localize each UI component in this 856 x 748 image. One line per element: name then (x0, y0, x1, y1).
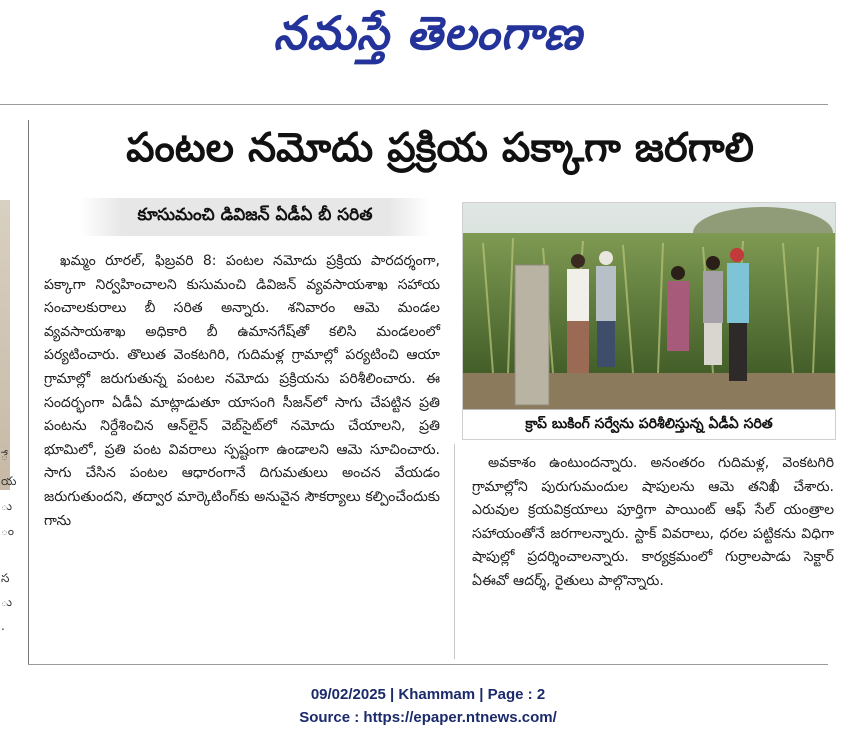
footer-source: Source : https://epaper.ntnews.com/ (299, 709, 557, 726)
article-subhead: కూసుమంచి డివిజన్ ఏడీఏ బీ సరిత (80, 198, 430, 236)
top-rule (0, 104, 828, 105)
footer-date-edition: 09/02/2025 | Khammam | Page : 2 (310, 686, 546, 703)
left-strip-char: స (1, 571, 10, 585)
bottom-rule (28, 664, 828, 665)
left-column-strip (0, 120, 29, 665)
left-strip-char: . (1, 619, 5, 633)
left-strip-char: ు (1, 499, 13, 513)
photo-caption: క్రాప్ బుకింగ్ సర్వేను పరిశీలిస్తున్న ఏడీఏ సరిత (463, 409, 835, 440)
left-strip-char: ే (1, 449, 8, 463)
field-photo (463, 203, 835, 409)
article-body-right (472, 452, 834, 594)
body-left-paragraph: ఖమ్మం రూరల్, ఫిబ్రవరి 8: పంటల నమోదు ప్రక్రియ పారదర్శంగా, పక్కాగా నిర్వహించాలని కుసుమంచి డివిజన్ వ్యవసాయశాఖ సహాయ సంచాలకురాలు బీ సరిత అన్నారు. శనివారం ఆమె మండల వ్యవసాయశాఖ అధికారి బీ ఉమానగేష్‌తో కలిసి మండలంలో పర్యటించారు. తొలుత వెంకటగిరి, గుదిమళ్ల గ్రామాల్లో పర్యటించి ఆయా గ్రామాల్లో జరుగుతున్న పంటల నమోదు ప్రక్రియను పరిశీలించారు. ఈ సందర్భంగా ఏడీఏ మాట్లాడుతూ యాసంగి సీజన్‌లో సాగు చేపట్టిన ప్రతి పంటను నిర్దేశించిన ఆన్‌లైన్ వెబ్‌సైట్‌లో నమోదు చేయాలని, ప్రతి భూమిలో, ప్రతి పంట వివరాలు స్పష్టంగా ఉండాలని ఆమె సూచించారు. సాగు చేసిన పంటల ఆధారంగానే దిగుమతులు అంచన వేయడం జరుగుతుందని, తద్వార మార్కెటింగ్‌కు అనువైన సౌకర్యాలు కల్పించేందుకు గాను (44, 253, 440, 529)
article-headline: పంటల నమోదు ప్రక్రియ పక్కాగా జరగాలి (126, 125, 754, 171)
left-strip-char: య (1, 474, 17, 488)
column-divider (454, 444, 455, 659)
article-photo-block (462, 202, 836, 440)
left-strip-photo (0, 200, 17, 490)
masthead (0, 0, 856, 78)
body-right-paragraph: అవకాశం ఉంటుందన్నారు. అనంతరం గుదిమళ్ల, వెంకటగిరి గ్రామాల్లోని పురుగుమందుల షాపులను ఆమె తనిఖీ చేశారు. ఎరువుల క్రయవిక్రయాలు పూర్తిగా పాయింట్ ఆఫ్ సేల్ యంత్రాల సహాయంతోనే జరగాలన్నారు. స్టాక్ వివరాలు, ధరల పట్టికను విధిగా షాపుల్లో ప్రదర్శించాలన్నారు. కార్యక్రమంలో గుర్రాలపాడు సెక్టార్ ఏఈవో ఆదర్శ్, రైతులు పాల్గొన్నారు. (472, 455, 834, 589)
article-body-left (44, 250, 440, 533)
left-strip-char: ు (1, 595, 13, 609)
left-strip-char: ం (1, 524, 15, 538)
masthead-title: నమస్తే తెలంగాణ (273, 6, 583, 60)
